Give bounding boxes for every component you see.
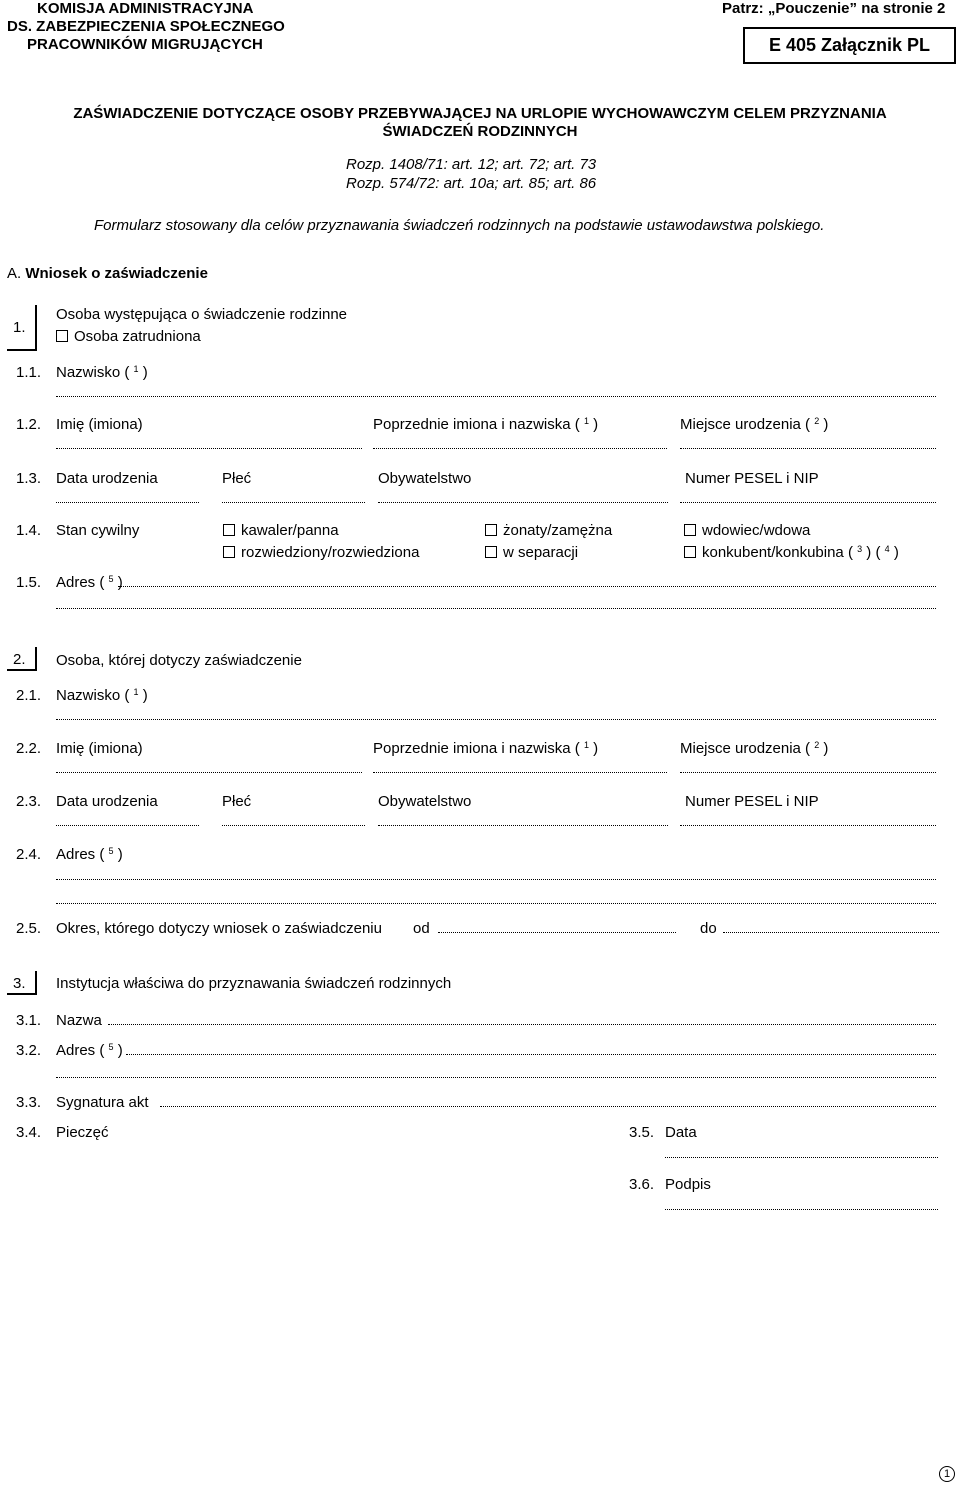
field-2-5-number: 2.5.	[16, 920, 42, 937]
regulation-ref-2: Rozp. 574/72: art. 10a; art. 85; art. 86	[346, 175, 597, 192]
pesel-input-1[interactable]	[680, 502, 936, 503]
prev-names-label-2: Poprzednie imiona i nazwiska ( $^1$ )	[373, 740, 599, 757]
institution-address-label: Adres ( $^5$ )	[56, 1042, 123, 1059]
section-2-number: 2.	[13, 651, 26, 668]
document-title-line2: ŚWIADCZEŃ RODZINNYCH	[382, 123, 578, 140]
citizenship-label-2: Obywatelstwo	[378, 793, 472, 810]
marital-status-label: Stan cywilny	[56, 522, 140, 539]
address-label-2: Adres ( $^5$ )	[56, 846, 123, 863]
first-name-input-1[interactable]	[56, 448, 362, 449]
period-from-label: od	[413, 920, 430, 937]
marital-separated-option[interactable]: w separacji	[485, 544, 578, 561]
field-1-1-label: Nazwisko ( $^1$ )	[56, 364, 148, 381]
file-ref-label: Sygnatura akt	[56, 1094, 149, 1111]
section-a-title: Wniosek o zaświadczenie	[25, 265, 208, 282]
period-to-input[interactable]	[723, 932, 939, 933]
section-1-number: 1.	[13, 319, 26, 336]
field-1-3-number: 1.3.	[16, 470, 42, 487]
field-3-3-number: 3.3.	[16, 1094, 42, 1111]
citizenship-label-1: Obywatelstwo	[378, 470, 472, 487]
marital-partner-checkbox[interactable]	[684, 546, 696, 558]
field-2-1-number: 2.1.	[16, 687, 42, 704]
signature-label: Podpis	[665, 1176, 711, 1193]
field-2-4-number: 2.4.	[16, 846, 42, 863]
birth-date-label-2: Data urodzenia	[56, 793, 158, 810]
birth-date-input-2[interactable]	[56, 825, 199, 826]
form-purpose: Formularz stosowany dla celów przyznawania świadczeń rodzinnych na podstawie ustawodawstwa polskiego.	[94, 217, 825, 234]
institution-name-label: Nazwa	[56, 1012, 102, 1029]
birth-place-label-2: Miejsce urodzenia ( $^2$ )	[680, 740, 829, 757]
pesel-label-1: Numer PESEL i NIP	[685, 470, 819, 487]
section-1-number-box	[7, 305, 37, 351]
surname-input-2[interactable]	[56, 719, 936, 720]
citizenship-input-1[interactable]	[378, 502, 668, 503]
prev-names-input-2[interactable]	[373, 772, 667, 773]
section-3-number: 3.	[13, 975, 26, 992]
stamp-label: Pieczęć	[56, 1124, 109, 1141]
address-input-1-line1[interactable]	[118, 586, 936, 587]
birth-date-input-1[interactable]	[56, 502, 199, 503]
pesel-label-2: Numer PESEL i NIP	[685, 793, 819, 810]
field-3-1-number: 3.1.	[16, 1012, 42, 1029]
signature-input[interactable]	[665, 1209, 938, 1210]
period-to-label: do	[700, 920, 717, 937]
institution-address-input-line1[interactable]	[126, 1054, 936, 1055]
field-1-5-number: 1.5.	[16, 574, 42, 591]
period-label: Okres, którego dotyczy wniosek o zaświadczeniu	[56, 920, 382, 937]
section-1-title: Osoba występująca o świadczenie rodzinne	[56, 306, 347, 323]
institution-name-input[interactable]	[108, 1024, 936, 1025]
field-3-6-number: 3.6.	[629, 1176, 655, 1193]
pesel-input-2[interactable]	[680, 825, 936, 826]
employed-label: Osoba zatrudniona	[74, 328, 201, 345]
institution-address-input-line2[interactable]	[56, 1077, 936, 1078]
first-name-label-2: Imię (imiona)	[56, 740, 143, 757]
field-2-2-number: 2.2.	[16, 740, 42, 757]
section-a-heading	[7, 265, 208, 282]
sex-label-2: Płeć	[222, 793, 252, 810]
birth-place-input-2[interactable]	[680, 772, 936, 773]
marital-single-option[interactable]: kawaler/panna	[223, 522, 339, 539]
employed-checkbox-row[interactable]	[56, 328, 201, 345]
citizenship-input-2[interactable]	[378, 825, 668, 826]
surname-input-1[interactable]	[56, 396, 936, 397]
section-a-prefix: A.	[7, 265, 22, 282]
marital-separated-checkbox[interactable]	[485, 546, 497, 558]
form-id-box: E 405 Załącznik PL	[743, 27, 956, 64]
marital-married-checkbox[interactable]	[485, 524, 497, 536]
field-1-2-number: 1.2.	[16, 416, 42, 433]
birth-place-label-1: Miejsce urodzenia ( $^2$ )	[680, 416, 829, 433]
period-from-input[interactable]	[438, 932, 676, 933]
notice-text: Patrz: „Pouczenie” na stronie 2	[722, 0, 946, 17]
marital-widowed-option[interactable]: wdowiec/wdowa	[684, 522, 810, 539]
address-input-2-line1[interactable]	[56, 879, 936, 880]
sex-input-1[interactable]	[222, 502, 365, 503]
document-title-line1: ZAŚWIADCZENIE DOTYCZĄCE OSOBY PRZEBYWAJĄCEJ NA URLOPIE WYCHOWAWCZYM CELEM PRZYZNANIA	[73, 105, 887, 122]
marital-widowed-checkbox[interactable]	[684, 524, 696, 536]
marital-divorced-option[interactable]: rozwiedziony/rozwiedziona	[223, 544, 419, 561]
sex-input-2[interactable]	[222, 825, 365, 826]
date-label: Data	[665, 1124, 697, 1141]
regulation-ref-1: Rozp. 1408/71: art. 12; art. 72; art. 73	[346, 156, 597, 173]
address-label-1: Adres ( $^5$ )	[56, 574, 123, 591]
surname-label-2: Nazwisko ( $^1$ )	[56, 687, 148, 704]
sex-label-1: Płeć	[222, 470, 252, 487]
field-1-4-number: 1.4.	[16, 522, 42, 539]
section-3-number-box	[7, 971, 37, 995]
file-ref-input[interactable]	[160, 1106, 936, 1107]
address-input-1-line2[interactable]	[56, 608, 936, 609]
field-1-1-number: 1.1.	[16, 364, 42, 381]
marital-divorced-checkbox[interactable]	[223, 546, 235, 558]
org-name-line2: DS. ZABEZPIECZENIA SPOŁECZNEGO	[7, 18, 285, 35]
marital-married-option[interactable]: żonaty/zamężna	[485, 522, 612, 539]
org-name-line1: KOMISJA ADMINISTRACYJNA	[37, 0, 254, 17]
prev-names-input-1[interactable]	[373, 448, 667, 449]
birth-place-input-1[interactable]	[680, 448, 936, 449]
birth-date-label-1: Data urodzenia	[56, 470, 158, 487]
employed-checkbox[interactable]	[56, 330, 68, 342]
field-2-3-number: 2.3.	[16, 793, 42, 810]
org-name-line3: PRACOWNIKÓW MIGRUJĄCYCH	[27, 36, 263, 53]
field-3-5-number: 3.5.	[629, 1124, 655, 1141]
section-2-title: Osoba, której dotyczy zaświadczenie	[56, 652, 302, 669]
marital-single-checkbox[interactable]	[223, 524, 235, 536]
page-number: 1	[939, 1466, 955, 1482]
section-3-title: Instytucja właściwa do przyznawania świadczeń rodzinnych	[56, 975, 452, 992]
field-3-2-number: 3.2.	[16, 1042, 42, 1059]
first-name-input-2[interactable]	[56, 772, 362, 773]
section-2-number-box	[7, 647, 37, 671]
address-input-2-line2[interactable]	[56, 903, 936, 904]
marital-partner-option[interactable]: konkubent/konkubina ( $^3$ ) ( $^4$ )	[684, 544, 899, 561]
field-3-4-number: 3.4.	[16, 1124, 42, 1141]
date-input[interactable]	[665, 1157, 938, 1158]
prev-names-label-1: Poprzednie imiona i nazwiska ( $^1$ )	[373, 416, 599, 433]
first-name-label-1: Imię (imiona)	[56, 416, 143, 433]
